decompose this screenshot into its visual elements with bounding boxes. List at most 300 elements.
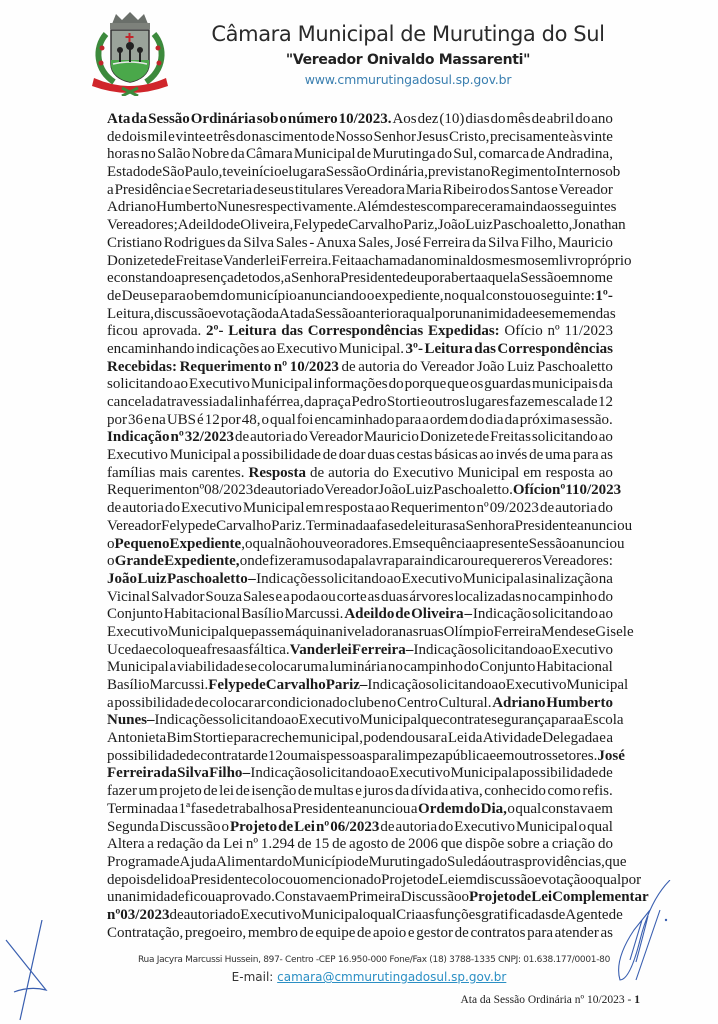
- word: Lei: [294, 818, 315, 835]
- word: que: [421, 712, 443, 729]
- word: de: [341, 358, 356, 375]
- word: a: [169, 659, 177, 676]
- word: Sales: [275, 234, 308, 251]
- word: da: [336, 553, 351, 570]
- word: Municipal: [515, 818, 578, 835]
- word: Sessão: [325, 164, 367, 181]
- word: Municipal.: [338, 340, 405, 357]
- word: Silva: [177, 765, 209, 782]
- word: Programa: [107, 853, 166, 870]
- word: campinho: [403, 659, 463, 676]
- word: de: [215, 800, 230, 817]
- word: Donizete: [419, 429, 474, 446]
- word: Complementar: [552, 889, 649, 906]
- word: Pariz: [325, 677, 360, 693]
- word: a: [147, 836, 154, 853]
- word: anunciou: [577, 517, 633, 534]
- word: Luiz: [405, 482, 434, 499]
- institution-name: Câmara Municipal de Murutinga do Sul: [211, 22, 605, 46]
- word: votação: [541, 871, 588, 888]
- word: Paschoaletto.: [433, 482, 513, 499]
- word: em: [561, 270, 580, 287]
- word: teve: [222, 164, 248, 181]
- word: Secretaria: [192, 181, 253, 198]
- word: a: [472, 535, 479, 552]
- text-line: [107, 906, 623, 925]
- word: duas: [380, 588, 409, 605]
- text-line: [107, 819, 613, 837]
- word: Mauricio: [363, 429, 419, 446]
- word: Cria: [396, 906, 422, 923]
- word: de: [203, 783, 218, 800]
- word: de: [253, 181, 268, 198]
- word: Ata: [107, 111, 131, 127]
- word: o: [578, 818, 587, 835]
- word: Ferreira: [493, 623, 542, 640]
- word: Projeto: [229, 818, 278, 835]
- word: nº: [245, 836, 259, 853]
- word: anunciando: [297, 287, 367, 304]
- word: do: [388, 376, 404, 393]
- text-line: [107, 429, 613, 447]
- word: –: [248, 570, 256, 587]
- word: Ferreira: [422, 234, 471, 251]
- word: ao: [260, 340, 275, 357]
- word: mais: [159, 464, 188, 481]
- word: resposta: [545, 464, 595, 481]
- word: o: [461, 889, 470, 906]
- word: a: [410, 800, 418, 817]
- word: Filho: [209, 765, 243, 782]
- word: da: [303, 394, 319, 410]
- word: Souza: [205, 588, 243, 605]
- word: colocou: [252, 871, 301, 888]
- word: Paulo,: [184, 164, 223, 181]
- word: e: [145, 641, 153, 658]
- word: Nunes: [216, 199, 256, 216]
- word: encaminhando: [107, 340, 195, 357]
- word: da: [468, 730, 483, 747]
- word: Indicação: [472, 606, 532, 623]
- word: de: [147, 164, 162, 181]
- word: João: [437, 217, 466, 234]
- word: Terminada: [107, 800, 171, 817]
- word: possibilidade: [107, 747, 187, 764]
- word: a: [606, 730, 613, 747]
- word: Murutinga: [372, 146, 436, 163]
- word: viabilidade: [177, 659, 244, 676]
- word: a: [524, 570, 532, 587]
- word: do: [597, 836, 613, 853]
- word: de: [107, 500, 122, 517]
- word: Executivo: [298, 712, 360, 729]
- word: dos: [470, 252, 492, 269]
- word: ao: [479, 447, 494, 464]
- word: porque: [404, 376, 447, 393]
- word: dias: [465, 111, 490, 127]
- word: Municipal: [457, 464, 520, 481]
- word: no: [522, 588, 537, 605]
- word: da: [161, 765, 177, 782]
- word: Sales: [242, 588, 275, 605]
- word: nº: [273, 358, 288, 375]
- word: duas: [367, 447, 395, 464]
- word: unanimidade: [107, 889, 185, 906]
- word: solicitando: [107, 376, 173, 393]
- word: mil: [147, 128, 168, 145]
- word: autoria: [183, 906, 226, 923]
- word: ano: [591, 111, 613, 127]
- word: Presidente: [292, 800, 355, 817]
- word: lugar: [288, 164, 320, 181]
- word: vinte: [175, 128, 206, 145]
- word: o: [366, 287, 375, 304]
- word: Ferreira: [107, 765, 161, 782]
- word: do: [469, 411, 485, 428]
- word: fizeram: [269, 553, 316, 570]
- word: sob: [599, 164, 621, 181]
- text-line: [107, 359, 613, 377]
- word: da: [219, 394, 235, 410]
- word: qual: [269, 411, 296, 428]
- word: livro: [559, 252, 588, 269]
- word: lugares: [465, 394, 509, 410]
- word: nº: [170, 429, 184, 446]
- text-line: [107, 747, 625, 766]
- word: praça: [318, 394, 351, 410]
- word: qual: [370, 906, 397, 923]
- word: Executivo: [389, 765, 451, 782]
- word: Leitura: [228, 323, 277, 340]
- word: Lei: [531, 889, 553, 906]
- word: Felype: [161, 517, 202, 534]
- email-label: E-mail:: [231, 970, 278, 984]
- word: e: [211, 305, 219, 322]
- word: prevista: [427, 164, 476, 181]
- word: Vereadores:: [542, 553, 613, 570]
- word: do: [436, 146, 452, 163]
- word: Indicações: [154, 712, 219, 729]
- word: por: [220, 411, 241, 428]
- word: para: [551, 712, 577, 729]
- word: Lei: [447, 730, 468, 747]
- word: sobre: [507, 836, 540, 853]
- word: o: [587, 871, 596, 888]
- word: Executivo: [454, 818, 515, 835]
- word: Constava: [274, 889, 331, 906]
- word: e: [226, 730, 234, 747]
- word: guardas: [484, 376, 531, 393]
- word: corte: [336, 588, 367, 605]
- word: o: [362, 906, 371, 923]
- word: Rodrigues: [163, 234, 226, 251]
- word: contratar: [200, 747, 254, 764]
- word: campinho: [537, 588, 598, 605]
- word: Sul,: [453, 146, 478, 163]
- word: carentes.: [191, 464, 245, 481]
- word: Ordem: [418, 800, 464, 817]
- word: ao: [375, 500, 390, 517]
- word: horas: [107, 146, 140, 163]
- word: a: [319, 164, 326, 181]
- text-line: [107, 182, 613, 200]
- word: João: [107, 570, 137, 587]
- word: a: [542, 836, 550, 853]
- word: Sessão: [520, 270, 562, 287]
- word: gratificadas: [481, 906, 552, 923]
- word: Contratação,: [107, 924, 184, 941]
- word: e: [184, 181, 192, 198]
- word: constava: [541, 800, 595, 817]
- word: ao: [537, 641, 552, 658]
- text-line: [107, 447, 613, 465]
- text-line: [107, 376, 613, 394]
- word: Primeira: [349, 889, 401, 906]
- word: do: [464, 800, 481, 817]
- word: Ofício: [504, 323, 543, 340]
- word: por: [621, 871, 642, 888]
- word: nº: [547, 323, 560, 340]
- word: lei: [219, 783, 235, 800]
- word: no: [475, 164, 491, 181]
- word: João: [378, 482, 406, 499]
- word: Executivo: [392, 464, 454, 481]
- word: Indicações: [256, 570, 321, 587]
- word: Feita: [331, 252, 362, 269]
- word: da: [131, 111, 148, 127]
- word: as: [367, 588, 381, 605]
- word: número: [287, 111, 338, 127]
- word: qual: [252, 535, 279, 552]
- word: 36: [128, 411, 143, 428]
- word: a: [174, 270, 182, 287]
- word: aquela: [481, 270, 521, 287]
- word: do: [235, 128, 251, 145]
- word: podendo: [363, 730, 416, 747]
- word: dispõe: [465, 836, 505, 853]
- word: houve: [299, 535, 337, 552]
- word: qual: [595, 871, 622, 888]
- word: o: [507, 800, 515, 817]
- text-line: [107, 589, 613, 607]
- footer-address: Rua Jacyra Marcussi Hussein, 897- Centro -CEP 16.950-000 Fone/Fax (18) 3788-1335 CNPJ: 01.638.177/0001-80: [137, 955, 611, 965]
- word: Municipal: [250, 376, 313, 393]
- text-line: [107, 553, 613, 571]
- word: Sales,: [357, 234, 394, 251]
- word: máquina: [283, 623, 336, 640]
- word: Habitacional: [536, 659, 613, 676]
- word: e: [407, 924, 415, 941]
- word: e: [144, 411, 151, 428]
- word: Em: [392, 535, 413, 552]
- word: Deus: [121, 287, 153, 304]
- word: ruas: [418, 623, 444, 640]
- word: autoria: [555, 500, 597, 517]
- word: juros: [363, 783, 394, 800]
- coat-of-arms-icon: [86, 8, 174, 96]
- word: solicitando: [531, 429, 598, 446]
- word: dívida: [410, 783, 449, 800]
- word: do: [309, 482, 325, 499]
- word: o: [107, 535, 115, 552]
- word: de: [278, 818, 294, 835]
- word: de: [380, 818, 395, 835]
- word: Carvalho: [216, 517, 272, 534]
- word: pregoeiro,: [184, 924, 247, 941]
- word: Murutinga: [368, 853, 432, 870]
- word: ficou: [184, 889, 216, 906]
- word: a: [361, 252, 369, 269]
- word: 12: [267, 747, 283, 764]
- word: Oliveira,: [240, 217, 294, 234]
- word: indicar: [421, 553, 463, 570]
- word: da: [206, 836, 221, 853]
- word: clube: [348, 694, 381, 711]
- word: a: [171, 800, 179, 817]
- word: Luiz: [506, 358, 535, 375]
- word: Municipal: [359, 712, 422, 729]
- word: da: [227, 234, 242, 251]
- word: do: [373, 464, 389, 481]
- text-line: [107, 111, 613, 129]
- word: ao: [491, 677, 506, 693]
- word: do: [225, 906, 241, 923]
- word: isenção: [251, 783, 297, 800]
- word: Uceda: [107, 641, 146, 658]
- word: de: [390, 836, 406, 853]
- word: de: [529, 447, 544, 464]
- word: ativa,: [449, 783, 483, 800]
- word: Expediente,: [169, 535, 245, 552]
- text-line: [107, 164, 621, 182]
- word: férrea,: [264, 394, 304, 410]
- word: os: [528, 553, 542, 570]
- email-link[interactable]: camara@cmmurutingadosul.sp.gov.br: [277, 970, 507, 984]
- word: e: [489, 747, 497, 764]
- word: Sessão: [314, 305, 356, 322]
- word: Presidente: [514, 517, 578, 534]
- word: Conjunto: [107, 606, 163, 623]
- word: niveladora: [335, 623, 399, 640]
- text-line: [107, 517, 633, 536]
- word: Executivo: [276, 340, 338, 357]
- word: por: [434, 305, 455, 322]
- word: José: [395, 234, 421, 251]
- word: de: [332, 836, 347, 853]
- word: Ferreira: [351, 641, 406, 658]
- word: destes: [389, 199, 427, 216]
- word: Discussão: [400, 889, 462, 906]
- word: Nosso: [335, 128, 373, 145]
- word: Executivo: [181, 500, 242, 517]
- word: Filho,: [520, 234, 557, 251]
- word: sinalização: [531, 570, 599, 587]
- text-line: [107, 765, 613, 783]
- text-line: [107, 341, 613, 359]
- word: Pariz,: [403, 217, 438, 234]
- word: de: [531, 111, 546, 127]
- word: colocar: [257, 659, 302, 676]
- word: da: [504, 411, 519, 428]
- word: três: [213, 128, 236, 145]
- word: Marcussi.: [284, 606, 344, 623]
- word: Pequeno: [114, 535, 170, 552]
- website-url: www.cmmurutingadosul.sp.gov.br: [304, 72, 512, 87]
- word: –: [147, 712, 155, 729]
- word: conhecido: [484, 783, 546, 800]
- letterhead: [0, 0, 718, 100]
- word: que: [604, 853, 627, 870]
- signature-left-icon: [0, 920, 70, 1024]
- word: de: [169, 906, 184, 923]
- word: Vereador: [558, 181, 613, 198]
- word: abril: [546, 111, 575, 127]
- word: aprovado.: [215, 889, 275, 906]
- word: Carvalho: [348, 217, 404, 234]
- text-line: [107, 606, 613, 624]
- word: Ferreira.: [280, 252, 332, 269]
- word: contrate: [442, 712, 492, 729]
- word: e: [168, 128, 175, 145]
- word: Executivo: [107, 623, 168, 640]
- word: do: [432, 853, 447, 870]
- word: fase: [190, 800, 215, 817]
- word: Cultural.: [438, 694, 492, 711]
- word: de: [161, 252, 176, 269]
- word: do: [597, 500, 613, 517]
- word: Cristiano: [107, 234, 162, 251]
- word: Silva: [488, 234, 519, 251]
- word: e: [216, 252, 223, 269]
- text-line: [107, 252, 632, 271]
- text-line: [107, 235, 613, 253]
- word: setores.: [551, 747, 598, 764]
- word: 12: [597, 394, 613, 410]
- word: 10/2023: [289, 358, 339, 375]
- word: de: [320, 128, 335, 145]
- word: o: [107, 553, 115, 570]
- word: básicas: [434, 447, 478, 464]
- text-line: [107, 571, 613, 589]
- word: Olímpio: [443, 623, 494, 640]
- text-line: [107, 712, 624, 730]
- word: é: [197, 411, 204, 428]
- word: bem: [194, 287, 221, 304]
- word: usar: [415, 730, 441, 747]
- word: Freitas: [490, 429, 531, 446]
- word: Adriano: [492, 694, 546, 711]
- word: Vanderlei: [289, 641, 352, 658]
- word: autoria: [122, 500, 164, 517]
- word: limpeza: [397, 747, 446, 764]
- word: de: [395, 606, 411, 623]
- word: Leitura,: [107, 305, 155, 322]
- word: do: [490, 111, 506, 127]
- word: Humberto: [156, 199, 217, 216]
- word: as: [600, 447, 613, 464]
- word: pública: [445, 747, 490, 764]
- word: Marcussi.: [149, 677, 209, 693]
- word: Sul: [447, 853, 468, 870]
- word: nome: [579, 270, 613, 287]
- word: autoria: [328, 464, 370, 481]
- word: vinte: [582, 128, 613, 145]
- word: 03/2023: [120, 906, 170, 923]
- word: 48,: [241, 411, 261, 428]
- word: João: [476, 358, 505, 375]
- word: que: [440, 836, 463, 853]
- word: que: [447, 376, 469, 393]
